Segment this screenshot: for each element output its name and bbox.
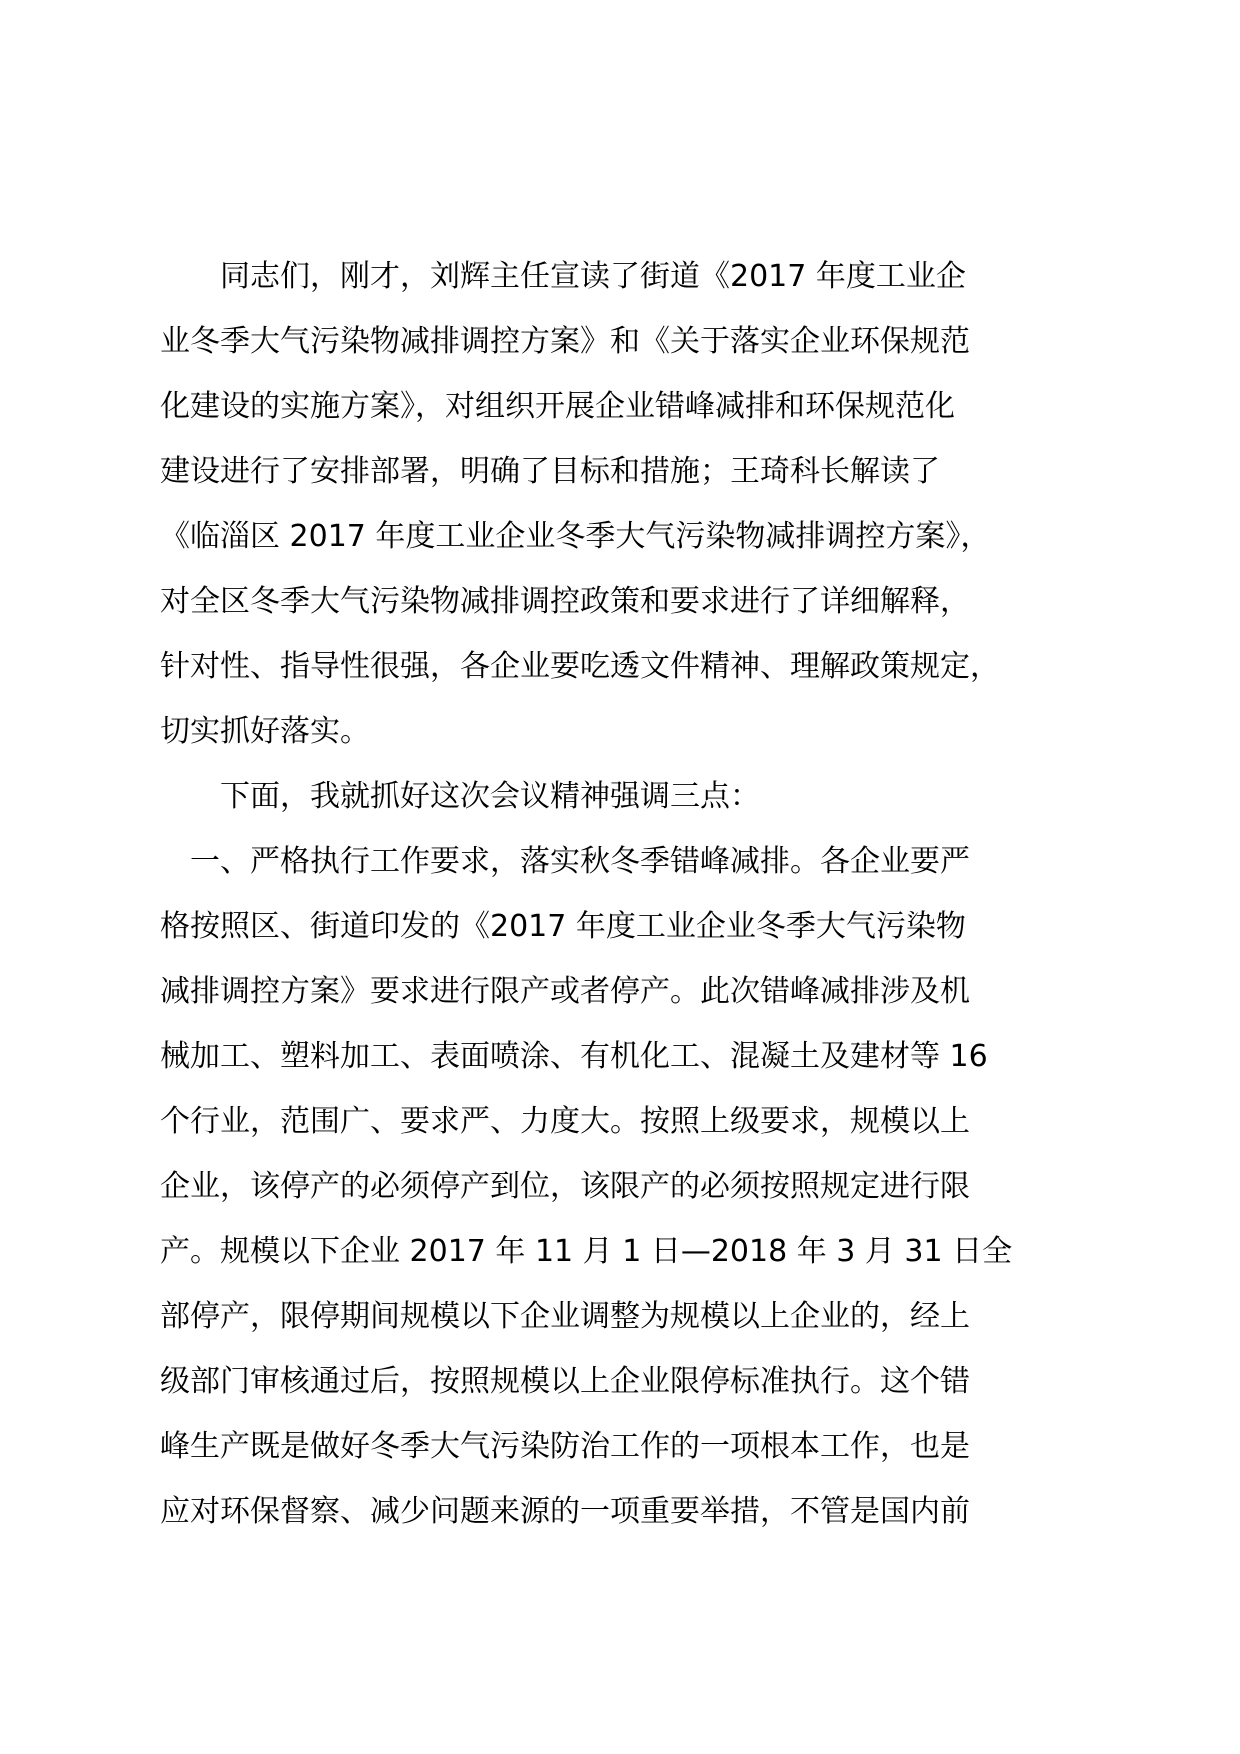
text-line: 一、严格执行工作要求，落实秋冬季错峰减排。各企业要严 bbox=[160, 844, 970, 879]
text-line: 应对环保督察、减少问题来源的一项重要举措，不管是国内前 bbox=[160, 1494, 970, 1529]
text-line: 减排调控方案》要求进行限产或者停产。此次错峰减排涉及机 bbox=[160, 974, 970, 1009]
text-line: 化建设的实施方案》，对组织开展企业错峰减排和环保规范化 bbox=[160, 389, 955, 424]
paragraph-transition bbox=[160, 764, 1120, 829]
text-line: 针对性、指导性很强，各企业要吃透文件精神、理解政策规定， bbox=[160, 649, 1000, 684]
text-line: 《临淄区 2017 年度工业企业冬季大气污染物减排调控方案》， bbox=[160, 519, 991, 554]
text-line: 建设进行了安排部署，明确了目标和措施；王琦科长解读了 bbox=[160, 454, 940, 489]
text-line: 械加工、塑料加工、表面喷涂、有机化工、混凝土及建材等 16 bbox=[160, 1039, 988, 1074]
text-line: 企业，该停产的必须停产到位，该限产的必须按照规定进行限 bbox=[160, 1169, 970, 1204]
text-line: 格按照区、街道印发的《2017 年度工业企业冬季大气污染物 bbox=[160, 909, 966, 944]
text-line: 个行业，范围广、要求严、力度大。按照上级要求，规模以上 bbox=[160, 1104, 970, 1139]
document-body bbox=[160, 244, 1120, 1544]
text-line: 部停产，限停期间规模以下企业调整为规模以上企业的，经上 bbox=[160, 1299, 970, 1334]
text-line: 级部门审核通过后，按照规模以上企业限停标准执行。这个错 bbox=[160, 1364, 970, 1399]
text-line: 对全区冬季大气污染物减排调控政策和要求进行了详细解释， bbox=[160, 584, 970, 619]
text-line: 业冬季大气污染物减排调控方案》和《关于落实企业环保规范 bbox=[160, 324, 970, 359]
paragraph-intro bbox=[160, 244, 1120, 764]
paragraph-point-one bbox=[160, 829, 1120, 1544]
text-line: 峰生产既是做好冬季大气污染防治工作的一项根本工作，也是 bbox=[160, 1429, 970, 1464]
text-line: 下面，我就抓好这次会议精神强调三点： bbox=[160, 779, 760, 814]
text-line: 切实抓好落实。 bbox=[160, 714, 370, 749]
text-line: 同志们，刚才，刘辉主任宣读了街道《2017 年度工业企 bbox=[160, 259, 966, 294]
text-line: 产。规模以下企业 2017 年 11 月 1 日—2018 年 3 月 31 日全 bbox=[160, 1234, 1013, 1269]
